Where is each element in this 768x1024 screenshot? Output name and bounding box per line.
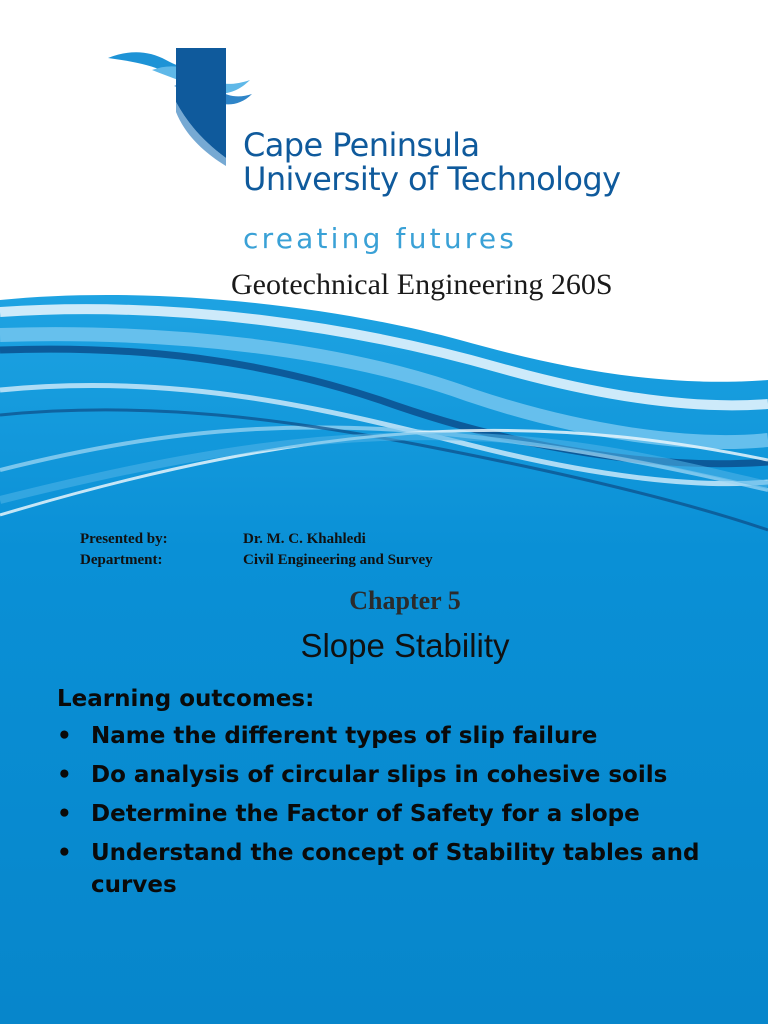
tagline: creating futures bbox=[243, 222, 518, 255]
presented-by-label: Presented by: bbox=[80, 531, 168, 547]
learning-outcomes bbox=[57, 684, 747, 908]
university-name-line1: Cape Peninsula bbox=[243, 126, 480, 164]
list-item-text: Understand the concept of Stability tables and curves bbox=[91, 840, 700, 898]
department-label: Department: bbox=[80, 552, 163, 568]
department-row bbox=[80, 550, 433, 571]
department-name: Civil Engineering and Survey bbox=[243, 552, 433, 568]
learning-outcomes-heading: Learning outcomes: bbox=[57, 686, 315, 712]
presenter-name: Dr. M. C. Khahledi bbox=[243, 531, 366, 547]
bullet: • bbox=[57, 762, 72, 788]
course-title: Geotechnical Engineering 260S bbox=[231, 268, 613, 301]
bullet: • bbox=[57, 840, 72, 866]
list-item bbox=[57, 837, 747, 901]
list-item bbox=[57, 720, 747, 752]
bullet: • bbox=[57, 801, 72, 827]
university-name bbox=[243, 128, 620, 196]
bullet: • bbox=[57, 723, 72, 749]
list-item bbox=[57, 759, 747, 791]
university-name-line2: University of Technology bbox=[243, 160, 621, 198]
list-item-text: Name the different types of slip failure bbox=[91, 723, 598, 749]
chapter-number: Chapter 5 bbox=[349, 586, 461, 615]
outcomes-list bbox=[57, 720, 747, 901]
slide-title: Slope Stability bbox=[300, 627, 510, 664]
presenter-info bbox=[80, 529, 433, 571]
list-item-text: Do analysis of circular slips in cohesive soils bbox=[91, 762, 668, 788]
presenter-row bbox=[80, 529, 433, 550]
list-item bbox=[57, 798, 747, 830]
cput-wave-logo-icon bbox=[108, 46, 258, 166]
list-item-text: Determine the Factor of Safety for a slope bbox=[91, 801, 640, 827]
